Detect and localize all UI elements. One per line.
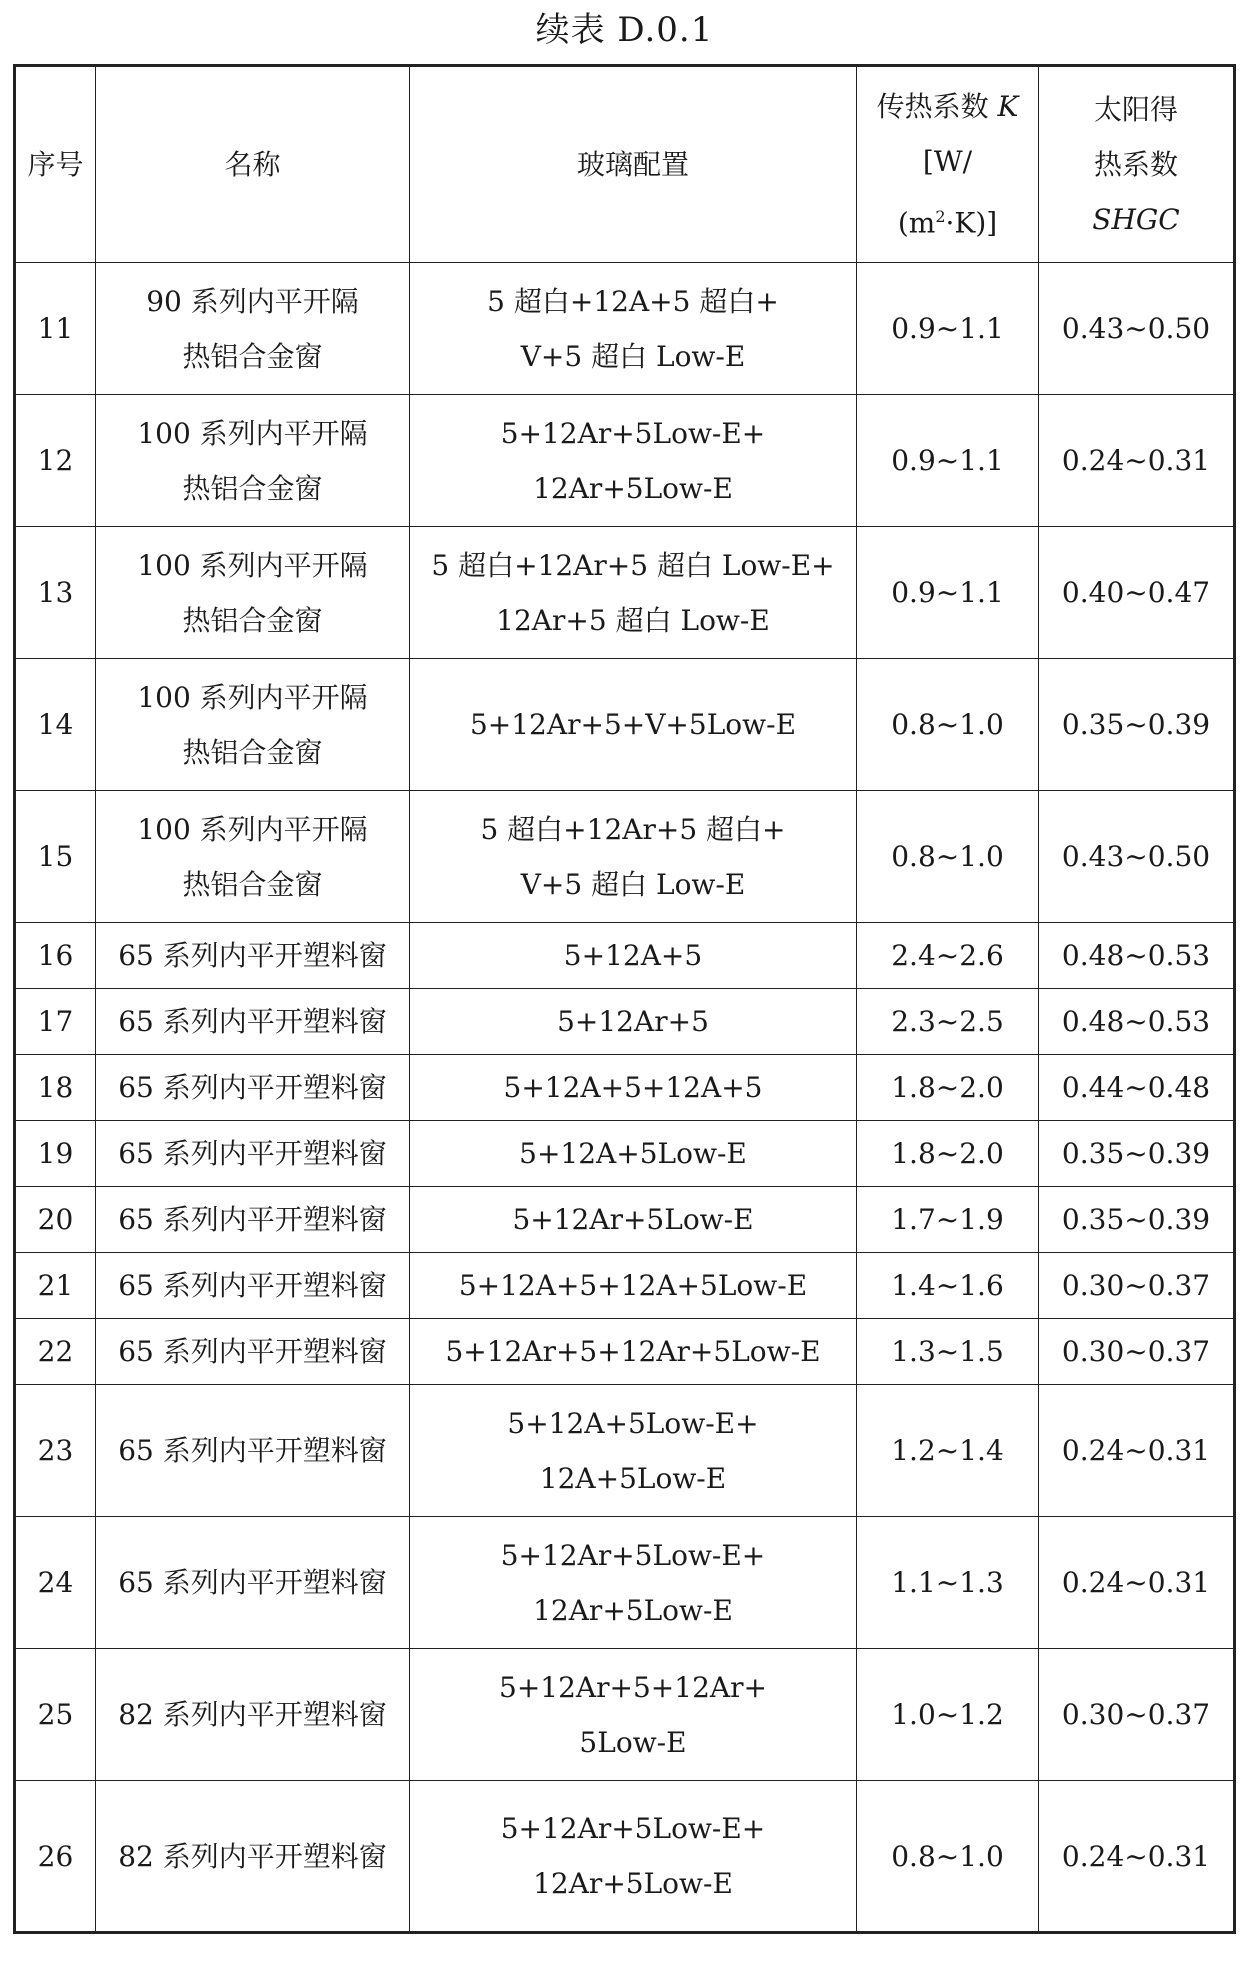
cell-name: [96, 1055, 410, 1121]
table-row: [15, 395, 1235, 527]
cell-name: [96, 1187, 410, 1253]
cell-shgc: 0.24~0.31: [1039, 1517, 1235, 1649]
cell-name: [96, 1781, 410, 1933]
cell-heat-transfer: 1.8~2.0: [857, 1121, 1039, 1187]
cell-glass-config-line: 12Ar+5Low-E: [533, 471, 733, 505]
cell-name: [96, 1649, 410, 1781]
cell-name: [96, 395, 410, 527]
cell-glass-config-line: 5+12Ar+5+12Ar+5Low-E: [445, 1335, 821, 1368]
header-shgc: [1039, 66, 1235, 263]
cell-glass-config-line: 5+12Ar+5: [557, 1005, 709, 1038]
cell-glass-config: [410, 395, 857, 527]
table-body: [15, 263, 1235, 1933]
cell-heat-transfer: 2.4~2.6: [857, 923, 1039, 989]
cell-index: 21: [15, 1253, 96, 1319]
cell-index: 14: [15, 659, 96, 791]
table-row: [15, 791, 1235, 923]
cell-glass-config: [410, 1781, 857, 1933]
cell-index: 25: [15, 1649, 96, 1781]
cell-glass-config: [410, 1253, 857, 1319]
cell-name-line: 65 系列内平开塑料窗: [118, 1071, 387, 1104]
cell-name-line: 65 系列内平开塑料窗: [118, 1434, 387, 1467]
cell-index: 20: [15, 1187, 96, 1253]
cell-name-line: 65 系列内平开塑料窗: [118, 1269, 387, 1302]
cell-glass-config-line: 5+12Ar+5+V+5Low-E: [469, 708, 797, 741]
cell-shgc: 0.43~0.50: [1039, 263, 1235, 395]
header-name: 名称: [96, 66, 410, 263]
cell-heat-transfer: 0.9~1.1: [857, 395, 1039, 527]
cell-name: [96, 923, 410, 989]
cell-name-line: 100 系列内平开隔: [137, 812, 368, 846]
cell-name: [96, 1385, 410, 1517]
cell-heat-transfer: 0.9~1.1: [857, 263, 1039, 395]
cell-glass-config-line: 5+12Ar+5Low-E+: [500, 416, 766, 450]
cell-shgc: 0.44~0.48: [1039, 1055, 1235, 1121]
cell-glass-config-line: 5 超白+12Ar+5 超白 Low-E+: [431, 548, 835, 582]
cell-heat-transfer: 0.8~1.0: [857, 1781, 1039, 1933]
cell-shgc: 0.24~0.31: [1039, 1385, 1235, 1517]
cell-name: [96, 989, 410, 1055]
table-row: [15, 923, 1235, 989]
table-row: [15, 1187, 1235, 1253]
cell-shgc: 0.43~0.50: [1039, 791, 1235, 923]
cell-name: [96, 1253, 410, 1319]
cell-glass-config: [410, 527, 857, 659]
cell-index: 17: [15, 989, 96, 1055]
cell-glass-config-line: 5+12Ar+5Low-E: [512, 1203, 754, 1236]
table-row: [15, 989, 1235, 1055]
cell-heat-transfer: 1.0~1.2: [857, 1649, 1039, 1781]
cell-index: 15: [15, 791, 96, 923]
cell-shgc: 0.30~0.37: [1039, 1253, 1235, 1319]
table-row: [15, 263, 1235, 395]
cell-glass-config: [410, 263, 857, 395]
cell-name-line: 热铝合金窗: [182, 867, 323, 901]
cell-shgc: 0.35~0.39: [1039, 1187, 1235, 1253]
header-k-line1: 传热系数 K: [876, 89, 1019, 123]
cell-heat-transfer: 0.9~1.1: [857, 527, 1039, 659]
cell-glass-config: [410, 1121, 857, 1187]
cell-glass-config-line: 5Low-E: [579, 1725, 687, 1759]
cell-glass-config-line: 5+12A+5Low-E+: [507, 1406, 759, 1440]
table-row: [15, 1781, 1235, 1933]
cell-name: [96, 791, 410, 923]
cell-heat-transfer: 0.8~1.0: [857, 791, 1039, 923]
cell-name: [96, 1319, 410, 1385]
cell-index: 12: [15, 395, 96, 527]
cell-glass-config-line: 5+12A+5Low-E: [519, 1137, 747, 1170]
cell-glass-config: [410, 659, 857, 791]
cell-name: [96, 1517, 410, 1649]
cell-glass-config-line: V+5 超白 Low-E: [520, 339, 746, 373]
cell-heat-transfer: 1.4~1.6: [857, 1253, 1039, 1319]
table-row: [15, 659, 1235, 791]
cell-glass-config: [410, 791, 857, 923]
cell-shgc: 0.40~0.47: [1039, 527, 1235, 659]
table-row: [15, 1649, 1235, 1781]
cell-index: 18: [15, 1055, 96, 1121]
cell-glass-config: [410, 1055, 857, 1121]
cell-glass-config-line: 5+12Ar+5Low-E+: [500, 1538, 766, 1572]
cell-shgc: 0.35~0.39: [1039, 659, 1235, 791]
cell-glass-config-line: 12Ar+5Low-E: [533, 1593, 733, 1627]
cell-name-line: 65 系列内平开塑料窗: [118, 1335, 387, 1368]
cell-glass-config-line: 12A+5Low-E: [539, 1461, 727, 1495]
header-row: [15, 66, 1235, 263]
cell-name: [96, 263, 410, 395]
cell-heat-transfer: 2.3~2.5: [857, 989, 1039, 1055]
cell-name-line: 65 系列内平开塑料窗: [118, 1203, 387, 1236]
cell-heat-transfer: 1.3~1.5: [857, 1319, 1039, 1385]
cell-index: 13: [15, 527, 96, 659]
header-heat-transfer: [857, 66, 1039, 263]
table-row: [15, 1253, 1235, 1319]
cell-glass-config-line: V+5 超白 Low-E: [520, 867, 746, 901]
cell-index: 24: [15, 1517, 96, 1649]
cell-glass-config: [410, 1319, 857, 1385]
cell-heat-transfer: 1.2~1.4: [857, 1385, 1039, 1517]
cell-name: [96, 1121, 410, 1187]
table-row: [15, 1385, 1235, 1517]
cell-heat-transfer: 0.8~1.0: [857, 659, 1039, 791]
cell-name-line: 热铝合金窗: [182, 471, 323, 505]
cell-name-line: 热铝合金窗: [182, 339, 323, 373]
cell-name-line: 65 系列内平开塑料窗: [118, 1566, 387, 1599]
window-performance-table: [13, 64, 1236, 1934]
cell-index: 22: [15, 1319, 96, 1385]
cell-name-line: 热铝合金窗: [182, 603, 323, 637]
cell-shgc: 0.35~0.39: [1039, 1121, 1235, 1187]
cell-shgc: 0.30~0.37: [1039, 1319, 1235, 1385]
cell-glass-config: [410, 1385, 857, 1517]
cell-glass-config-line: 5 超白+12Ar+5 超白+: [480, 812, 786, 846]
table-row: [15, 1055, 1235, 1121]
table-row: [15, 1517, 1235, 1649]
cell-glass-config-line: 5+12Ar+5+12Ar+: [499, 1670, 767, 1704]
cell-shgc: 0.24~0.31: [1039, 1781, 1235, 1933]
cell-glass-config: [410, 989, 857, 1055]
cell-glass-config-line: 5+12A+5+12A+5Low-E: [458, 1269, 808, 1302]
cell-heat-transfer: 1.7~1.9: [857, 1187, 1039, 1253]
cell-name-line: 82 系列内平开塑料窗: [118, 1698, 387, 1731]
header-shgc-line2: 热系数: [1093, 148, 1178, 181]
table-row: [15, 1319, 1235, 1385]
cell-glass-config-line: 12Ar+5Low-E: [533, 1867, 733, 1900]
cell-name-line: 100 系列内平开隔: [137, 416, 368, 450]
cell-shgc: 0.48~0.53: [1039, 989, 1235, 1055]
cell-index: 19: [15, 1121, 96, 1187]
cell-glass-config: [410, 923, 857, 989]
table-row: [15, 527, 1235, 659]
cell-index: 11: [15, 263, 96, 395]
cell-name-line: 65 系列内平开塑料窗: [118, 1137, 387, 1170]
cell-name-line: 90 系列内平开隔: [146, 284, 359, 318]
cell-glass-config-line: 5+12A+5: [563, 939, 703, 972]
cell-glass-config-line: 12Ar+5 超白 Low-E: [496, 603, 770, 637]
header-k-line3: $(m^2\cdot K)$]: [897, 206, 998, 240]
cell-glass-config: [410, 1517, 857, 1649]
cell-name: [96, 527, 410, 659]
cell-index: 16: [15, 923, 96, 989]
cell-glass-config-line: 5+12Ar+5Low-E+: [500, 1812, 766, 1845]
cell-glass-config-line: 5+12A+5+12A+5: [503, 1071, 763, 1104]
cell-shgc: 0.30~0.37: [1039, 1649, 1235, 1781]
cell-glass-config: [410, 1649, 857, 1781]
cell-heat-transfer: 1.1~1.3: [857, 1517, 1039, 1649]
cell-glass-config: [410, 1187, 857, 1253]
cell-name-line: 65 系列内平开塑料窗: [118, 1005, 387, 1038]
cell-name-line: 100 系列内平开隔: [137, 548, 368, 582]
header-glass-config: 玻璃配置: [410, 66, 857, 263]
cell-name-line: 82 系列内平开塑料窗: [118, 1839, 387, 1873]
header-shgc-line3: SHGC: [1092, 203, 1180, 236]
table-row: [15, 1121, 1235, 1187]
cell-name-line: 65 系列内平开塑料窗: [118, 939, 387, 972]
header-shgc-line1: 太阳得: [1093, 93, 1178, 126]
cell-glass-config-line: 5 超白+12A+5 超白+: [487, 284, 779, 318]
cell-shgc: 0.48~0.53: [1039, 923, 1235, 989]
cell-heat-transfer: 1.8~2.0: [857, 1055, 1039, 1121]
cell-name-line: 热铝合金窗: [182, 735, 323, 769]
table-caption: 续表 D.0.1: [535, 10, 714, 50]
cell-index: 23: [15, 1385, 96, 1517]
cell-shgc: 0.24~0.31: [1039, 395, 1235, 527]
cell-index: 26: [15, 1781, 96, 1933]
header-index: 序号: [15, 66, 96, 263]
cell-name-line: 100 系列内平开隔: [137, 680, 368, 714]
header-k-line2: [W/: [922, 144, 973, 178]
cell-name: [96, 659, 410, 791]
